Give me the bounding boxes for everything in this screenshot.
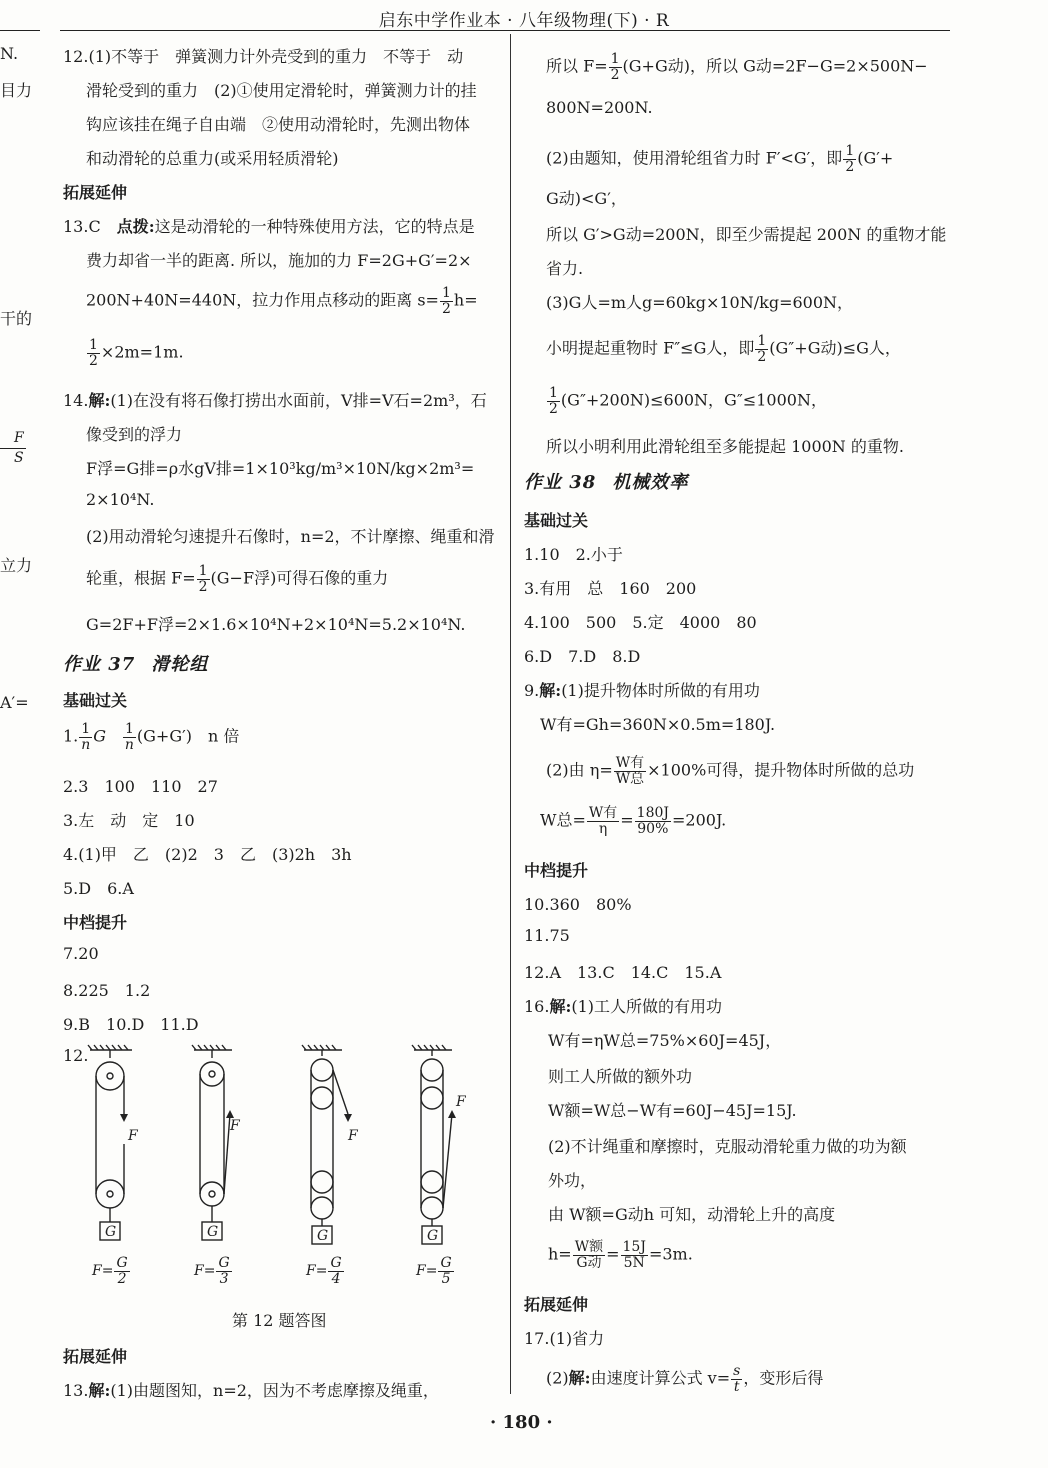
frac-num: 1: [198, 563, 208, 579]
edge-fragment: 干的: [0, 309, 33, 328]
text: (2): [546, 1368, 569, 1388]
edge-fragment: F: [14, 430, 24, 446]
column-divider: [510, 34, 511, 1394]
solve-label: 解:: [568, 1368, 591, 1388]
force-label: F: [348, 1128, 358, 1144]
text: (G+G动)，所以 G动=2F−G=2×500N−: [622, 56, 928, 76]
text: W总=: [540, 810, 586, 830]
formula-fraction: [114, 1256, 129, 1286]
text: (G″+200N)≤600N，G″≤1000N，: [560, 390, 827, 410]
answer-38-16-line3: 则工人所做的额外功: [548, 1067, 693, 1086]
homework-38-heading: [524, 468, 688, 494]
answer-label: 1.: [63, 726, 79, 746]
text: =200J.: [672, 810, 727, 830]
frac-num: 1: [81, 721, 91, 737]
formula-prefix: F=: [416, 1263, 438, 1280]
frac-num: G: [440, 1255, 452, 1271]
fraction: [587, 806, 619, 836]
section-heading: 拓展延伸: [63, 1347, 128, 1366]
frac-den: n: [124, 736, 134, 753]
frac-den: n: [81, 736, 91, 753]
arrow-icon: [120, 1114, 128, 1122]
answer-14-line6-text: 轮重，根据 F=: [86, 568, 196, 588]
answer-13-line3: [86, 286, 478, 316]
section-heading: 拓展延伸: [524, 1295, 589, 1314]
formula-label-3: [306, 1256, 345, 1286]
formula-fraction: [438, 1256, 453, 1286]
answer-14-line7: G=2F+F浮=2×1.6×10⁴N+2×10⁴N=5.2×10⁴N.: [86, 615, 466, 634]
frac-den: 2: [549, 400, 558, 417]
text: 所以 F=: [546, 56, 608, 76]
text: ，变形后得: [743, 1368, 824, 1388]
edge-fragment: 立力: [0, 556, 33, 575]
pulley-system-1: [88, 1045, 132, 1240]
answer-14-line3: F浮=G排=ρ水gV排=1×10³kg/m³×10N/kg×2m³=: [86, 459, 475, 478]
answer-37-12: 12.: [63, 1046, 89, 1065]
figure-caption: 第 12 题答图: [232, 1311, 327, 1330]
frac-den: 2: [117, 1270, 127, 1287]
frac-den: 2: [89, 352, 98, 369]
answer-13: [63, 214, 475, 237]
edge-fragment: S: [14, 450, 24, 466]
formula-label-2: [194, 1256, 233, 1286]
pulley-system-3: [302, 1045, 348, 1244]
answer-tail: n 倍: [208, 726, 240, 746]
text: (G′+: [857, 148, 894, 168]
fraction: [621, 1240, 648, 1270]
fraction-half: [197, 564, 210, 594]
solve-label: 解:: [539, 681, 562, 700]
section-heading: 基础过关: [63, 691, 128, 710]
homework-title: 滑轮组: [151, 654, 209, 675]
frac-num: 15J: [622, 1239, 646, 1255]
weight-label: G: [317, 1228, 329, 1244]
answer-37-1: [63, 722, 239, 752]
frac-num: W有: [615, 755, 645, 771]
frac-den: 2: [845, 158, 855, 175]
homework-number: 作业 37: [63, 654, 136, 675]
text: (2)由 η=: [546, 760, 613, 780]
answer-37-5: 5.D 6.A: [63, 879, 134, 898]
frac-num: 1: [124, 721, 134, 737]
fraction-1-over-n: [79, 722, 92, 752]
fraction-half: [609, 52, 622, 82]
frac-num: 1: [89, 337, 98, 353]
answer-text: (1)工人所做的有用功: [571, 997, 723, 1016]
formula-fraction: [328, 1256, 343, 1286]
frac-num: G: [330, 1255, 342, 1271]
frac-num: 1: [757, 333, 767, 349]
answer-38-12: 12.A 13.C 14.C 15.A: [524, 963, 722, 982]
frac-num: 1: [441, 285, 451, 301]
frac-den: 5N: [623, 1254, 645, 1271]
fraction-1-over-n: [123, 722, 136, 752]
frac-num: 1: [845, 143, 855, 159]
page-header: 启东中学作业本 · 八年级物理(下) · R: [378, 11, 670, 31]
answer-14: [63, 388, 487, 411]
answer-38-1: 1.10 2.小于: [524, 545, 623, 564]
fraction-half: [755, 334, 768, 364]
right-line3: [546, 144, 893, 174]
answer-38-16-line4: W额=W总−W有=60J−45J=15J.: [548, 1101, 797, 1120]
force-label: F: [230, 1118, 240, 1134]
formula-label-1: [92, 1256, 131, 1286]
answer-38-16-line8: h= $\frac{\text{W额}}{\text{G动}}$ = $\frac{15J}{5N}$ =3m.: [548, 1239, 693, 1271]
answer-14-line6: [86, 564, 388, 594]
answer-38-9-line2: W有=Gh=360N×0.5m=180J.: [540, 715, 776, 734]
answer-14-line4: 2×10⁴N.: [86, 490, 155, 509]
right-line7: (3)G人=m人g=60kg×10N/kg=600N，: [546, 293, 854, 312]
answer-38-9: [524, 678, 760, 701]
answer-38-4: 4.100 500 5.定 4000 80: [524, 613, 757, 632]
answer-38-3: 3.有用 总 160 200: [524, 579, 697, 598]
expr: (G+G′): [136, 726, 192, 746]
weight-label: G: [105, 1224, 117, 1240]
answer-12-line4: 和动滑轮的总重力(或采用轻质滑轮): [86, 149, 339, 168]
frac-den: 2: [441, 300, 451, 317]
force-label: F: [128, 1128, 138, 1144]
fraction: [635, 806, 671, 836]
left-edge-rule: [0, 30, 40, 31]
symbol-g: G: [93, 726, 106, 746]
formula-prefix: F=: [194, 1263, 216, 1280]
solve-label: 解:: [88, 1381, 111, 1400]
right-line4: G动)<G′，: [546, 189, 627, 208]
frac-num: W额: [574, 1239, 604, 1255]
text: (2)由题知，使用滑轮组省力时 F′<G′，即: [546, 148, 843, 168]
answer-38-9-line3: [546, 756, 914, 786]
frac-den: t: [733, 1378, 740, 1395]
text: =3m.: [648, 1244, 693, 1264]
efficiency-fraction: [614, 756, 646, 786]
answer-14-text: (1)在没有将石像打捞出水面前，V排=V石=2m³，石: [110, 391, 487, 410]
answer-13-line2: 费力却省一半的距离. 所以，施加的力 F=2G+G′=2×: [86, 251, 472, 270]
frac-num: 180J: [636, 805, 669, 821]
right-line2: 800N=200N.: [546, 98, 653, 117]
right-line6: 省力.: [546, 259, 584, 278]
formula-fraction: [216, 1256, 231, 1286]
answer-38-6: 6.D 7.D 8.D: [524, 647, 641, 666]
pulley-diagram: [86, 1044, 466, 1284]
answer-label: 16.: [524, 997, 550, 1016]
text: h=: [548, 1244, 572, 1264]
section-heading: 中档提升: [524, 861, 589, 880]
force-label: F: [456, 1094, 466, 1110]
frac-num: G: [218, 1255, 230, 1271]
frac-den: 3: [219, 1270, 229, 1287]
text: 小明提起重物时 F″≤G人，即: [546, 338, 755, 358]
weight-label: G: [207, 1224, 219, 1240]
edge-fragment: A′=: [0, 693, 29, 712]
answer-37-4: 4.(1)甲 乙 (2)2 3 乙 (3)2h 3h: [63, 845, 352, 864]
answer-14-label: 14.: [63, 391, 89, 410]
fraction-half: [87, 338, 100, 368]
answer-13-text: 这是动滑轮的一种特殊使用方法，它的特点是: [154, 217, 475, 236]
right-line8: [546, 334, 901, 364]
right-line10: 所以小明利用此滑轮组至多能提起 1000N 的重物.: [546, 437, 904, 456]
text: 由速度计算公式 v=: [590, 1368, 731, 1388]
text: ×100%可得，提升物体时所做的总功: [647, 760, 915, 780]
answer-13-line4-text: ×2m=1m.: [100, 342, 184, 362]
weight-label: G: [427, 1228, 439, 1244]
frac-den: 4: [331, 1270, 341, 1287]
solve-label: 解:: [549, 997, 572, 1016]
answer-13-line3-text: 200N+40N=440N，拉力作用点移动的距离 s=: [86, 290, 439, 310]
answer-text: (1)由题图知，n=2，因为不考虑摩擦及绳重，: [110, 1381, 439, 1400]
answer-13-label: 13.C: [63, 217, 101, 236]
answer-37-9: 9.B 10.D 11.D: [63, 1015, 199, 1034]
right-line1: [546, 52, 928, 82]
answer-13-line3-tail: h=: [453, 290, 478, 310]
velocity-fraction: [731, 1364, 742, 1394]
formula-prefix: F=: [92, 1263, 114, 1280]
fraction-half: [843, 144, 856, 174]
answer-38-9-line4: W总= $\frac{\text{W有}}{\eta}$ = $\frac{180J}{90\%}$ =200J.: [540, 805, 727, 837]
homework-title: 机械效率: [612, 472, 689, 493]
answer-37-3: 3.左 动 定 10: [63, 811, 195, 830]
answer-37-2: 2.3 100 110 27: [63, 777, 218, 796]
frac-num: W有: [588, 805, 618, 821]
edge-fragment: N.: [0, 44, 19, 63]
answer-12-line3: 钩应该挂在绳子自由端 ②使用动滑轮时，先测出物体: [86, 115, 471, 134]
answer-38-16-line7: 由 W额=G动h 可知，动滑轮上升的高度: [548, 1205, 836, 1224]
answer-38-10: 10.360 80%: [524, 895, 632, 914]
answer-14-line2: 像受到的浮力: [86, 425, 183, 444]
frac-num: 1: [610, 51, 620, 67]
fraction-half: [547, 386, 560, 416]
answer-38-17: 17.(1)省力: [524, 1329, 605, 1348]
answer-text: (1)提升物体时所做的有用功: [561, 681, 760, 700]
right-line9: [546, 386, 827, 416]
formula-prefix: F=: [306, 1263, 328, 1280]
arrow-icon: [226, 1110, 234, 1118]
frac-den: η: [598, 820, 608, 837]
frac-den: 90%: [637, 820, 669, 837]
answer-38-16: [524, 994, 722, 1017]
frac-den: 2: [610, 66, 620, 83]
answer-12-line1: 12.(1)不等于 弹簧测力计外壳受到的重力 不等于 动: [63, 47, 464, 66]
frac-num: G: [116, 1255, 128, 1271]
tip-label: 点拨:: [116, 217, 155, 236]
frac-den: 5: [441, 1270, 451, 1287]
frac-den: G动: [576, 1254, 602, 1271]
answer-38-16-line2: W有=ηW总=75%×60J=45J，: [548, 1031, 782, 1050]
answer-label: 9.: [524, 681, 540, 700]
edge-frac-bar: [0, 448, 26, 449]
arrow-icon: [344, 1114, 352, 1122]
answer-38-11: 11.75: [524, 926, 570, 945]
answer-14-line6-tail: (G−F浮)可得石像的重力: [210, 568, 389, 588]
answer-38-17-line2: [546, 1364, 823, 1394]
arrow-icon: [448, 1110, 456, 1118]
answer-label: 13.: [63, 1381, 89, 1400]
fraction-half: [440, 286, 453, 316]
frac-num: s: [733, 1363, 741, 1379]
frac-den: 2: [198, 578, 208, 595]
answer-14-line5: (2)用动滑轮匀速提升石像时，n=2，不计摩擦、绳重和滑: [86, 527, 495, 546]
pulley-system-4: [412, 1045, 452, 1244]
homework-number: 作业 38: [524, 472, 597, 493]
pulley-system-2: [192, 1045, 232, 1240]
answer-37-8: 8.225 1.2: [63, 981, 151, 1000]
frac-den: W总: [615, 770, 645, 787]
frac-num: 1: [549, 385, 558, 401]
frac-den: 2: [757, 348, 767, 365]
section-heading: 基础过关: [524, 511, 589, 530]
text: (G″+G动)≤G人，: [769, 338, 901, 358]
fraction: [573, 1240, 605, 1270]
solve-label: 解:: [88, 391, 111, 410]
section-heading: 中档提升: [63, 913, 128, 932]
answer-37-13: [63, 1378, 439, 1401]
answer-37-7: 7.20: [63, 944, 99, 963]
formula-label-4: [416, 1256, 455, 1286]
answer-12-line2: 滑轮受到的重力 (2)①使用定滑轮时，弹簧测力计的挂: [86, 81, 477, 100]
answer-38-16-line6: 外功，: [548, 1171, 597, 1190]
section-heading: 拓展延伸: [63, 183, 128, 202]
edge-fragment: 目力: [0, 81, 33, 100]
answer-38-16-line5: (2)不计绳重和摩擦时，克服动滑轮重力做的功为额: [548, 1137, 907, 1156]
right-line5: 所以 G′>G动=200N，即至少需提起 200N 的重物才能: [546, 225, 947, 244]
page-number: · 180 ·: [490, 1412, 553, 1433]
answer-13-line4: [86, 338, 184, 368]
header-rule: [60, 30, 950, 31]
homework-37-heading: [63, 650, 208, 676]
